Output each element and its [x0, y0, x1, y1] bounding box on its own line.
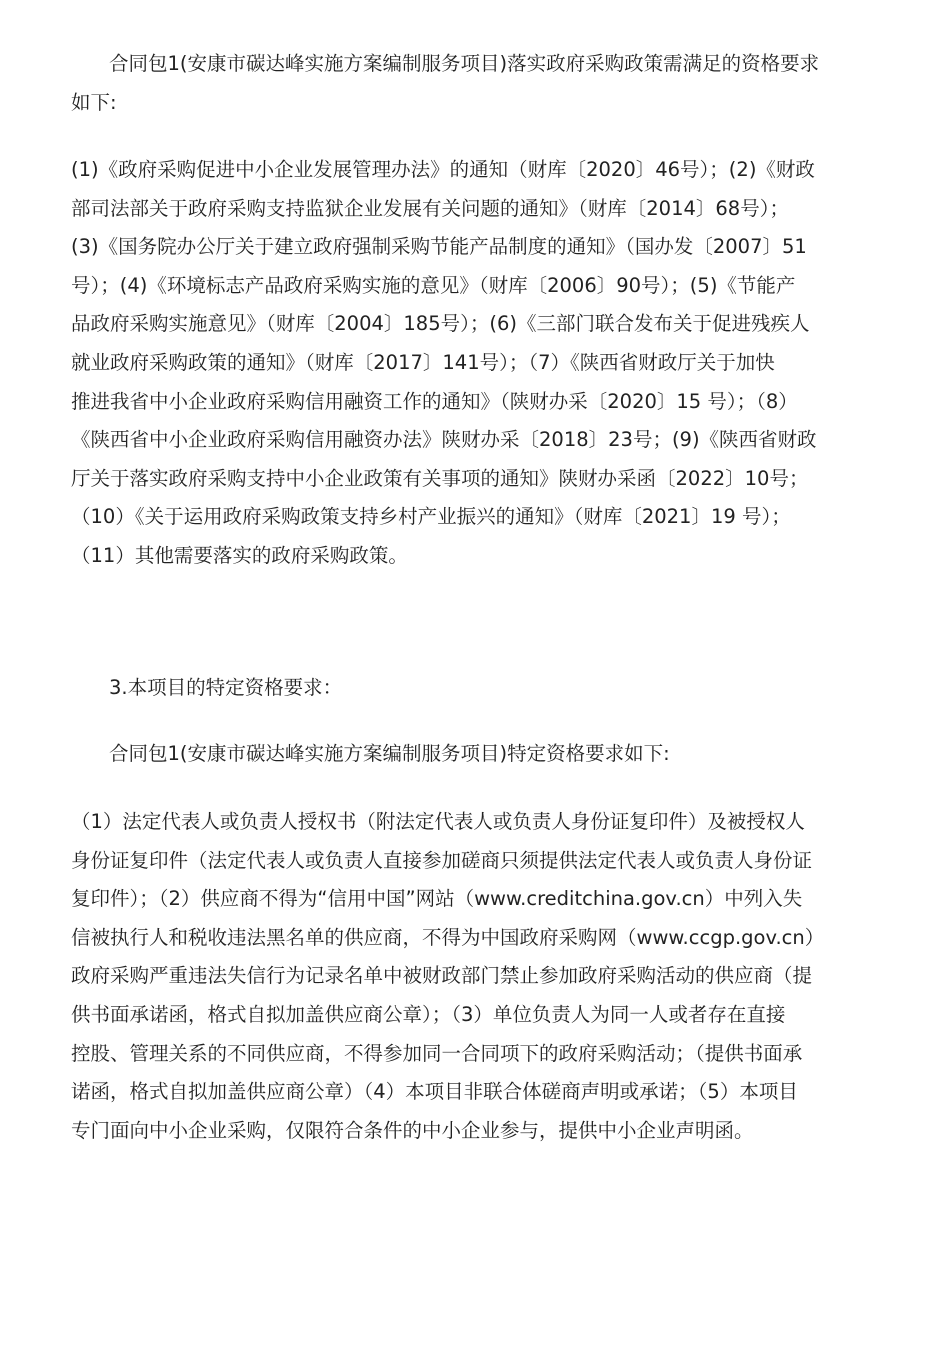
requirement-line: （1）法定代表人或负责人授权书（附法定代表人或负责人身份证复印件）及被授权人 — [71, 810, 805, 833]
requirement-line: 复印件）；（2）供应商不得为“信用中国”网站（www.creditchina.gov.cn）中列入失 — [71, 887, 803, 911]
section3-intro: 合同包1(安康市碳达峰实施方案编制服务项目)特定资格要求如下: — [109, 742, 670, 765]
requirement-line: 专门面向中小企业采购，仅限符合条件的中小企业参与，提供中小企业声明函。 — [71, 1118, 754, 1142]
requirement-line: 诺函，格式自拟加盖供应商公章）（4）本项目非联合体磋商声明或承诺；（5）本项目 — [71, 1080, 798, 1104]
section3-heading: 3.本项目的特定资格要求： — [109, 676, 343, 699]
policy-line: 《陕西省中小企业政府采购信用融资办法》陕财办采〔2018〕23号；(9)《陕西省财政 — [71, 428, 817, 452]
policy-line: 厅关于落实政府采购支持中小企业政策有关事项的通知》陕财办采函〔2022〕10号； — [71, 466, 809, 490]
requirement-line: 控股、管理关系的不同供应商，不得参加同一合同项下的政府采购活动；（提供书面承 — [71, 1041, 803, 1065]
policy-line: 品政府采购实施意见》（财库〔2004〕185号）；(6)《三部门联合发布关于促进残疾人 — [71, 312, 810, 336]
requirement-line: 身份证复印件（法定代表人或负责人直接参加磋商只须提供法定代表人或负责人身份证 — [71, 848, 813, 872]
intro-line: 如下: — [71, 90, 117, 114]
section3-requirements — [71, 803, 882, 1150]
policy-line: 号）；(4)《环境标志产品政府采购实施的意见》（财库〔2006〕90号）；(5)《节能产 — [71, 273, 796, 297]
policy-line: （11）其他需要落实的政府采购政策。 — [71, 543, 408, 567]
policy-line: 就业政府采购政策的通知》（财库〔2017〕141号）；（7）《陕西省财政厅关于加快 — [71, 350, 775, 374]
section1-intro — [71, 45, 882, 122]
policy-line: 部司法部关于政府采购支持监狱企业发展有关问题的通知》（财库〔2014〕68号）； — [71, 196, 789, 220]
intro-line: 合同包1(安康市碳达峰实施方案编制服务项目)落实政府采购政策需满足的资格要求 — [109, 52, 820, 75]
requirement-line: 供书面承诺函，格式自拟加盖供应商公章）；（3）单位负责人为同一人或者存在直接 — [71, 1002, 786, 1026]
requirement-line: 政府采购严重违法失信行为记录名单中被财政部门禁止参加政府采购活动的供应商（提 — [71, 964, 813, 988]
requirement-line: 信被执行人和税收违法黑名单的供应商，不得为中国政府采购网（www.ccgp.gov.cn） — [71, 925, 825, 949]
policy-line: (1)《政府采购促进中小企业发展管理办法》的通知（财库〔2020〕46号）；(2)《财政 — [71, 158, 815, 181]
policy-line: （10）《关于运用政府采购政策支持乡村产业振兴的通知》（财库〔2021〕19 号）； — [71, 505, 791, 529]
section1-policy-list — [71, 151, 882, 576]
policy-line: 推进我省中小企业政府采购信用融资工作的通知》（陕财办采〔2020〕15 号）；（8） — [71, 389, 798, 413]
policy-line: (3)《国务院办公厅关于建立政府强制采购节能产品制度的通知》（国办发〔2007〕51 — [71, 235, 807, 259]
